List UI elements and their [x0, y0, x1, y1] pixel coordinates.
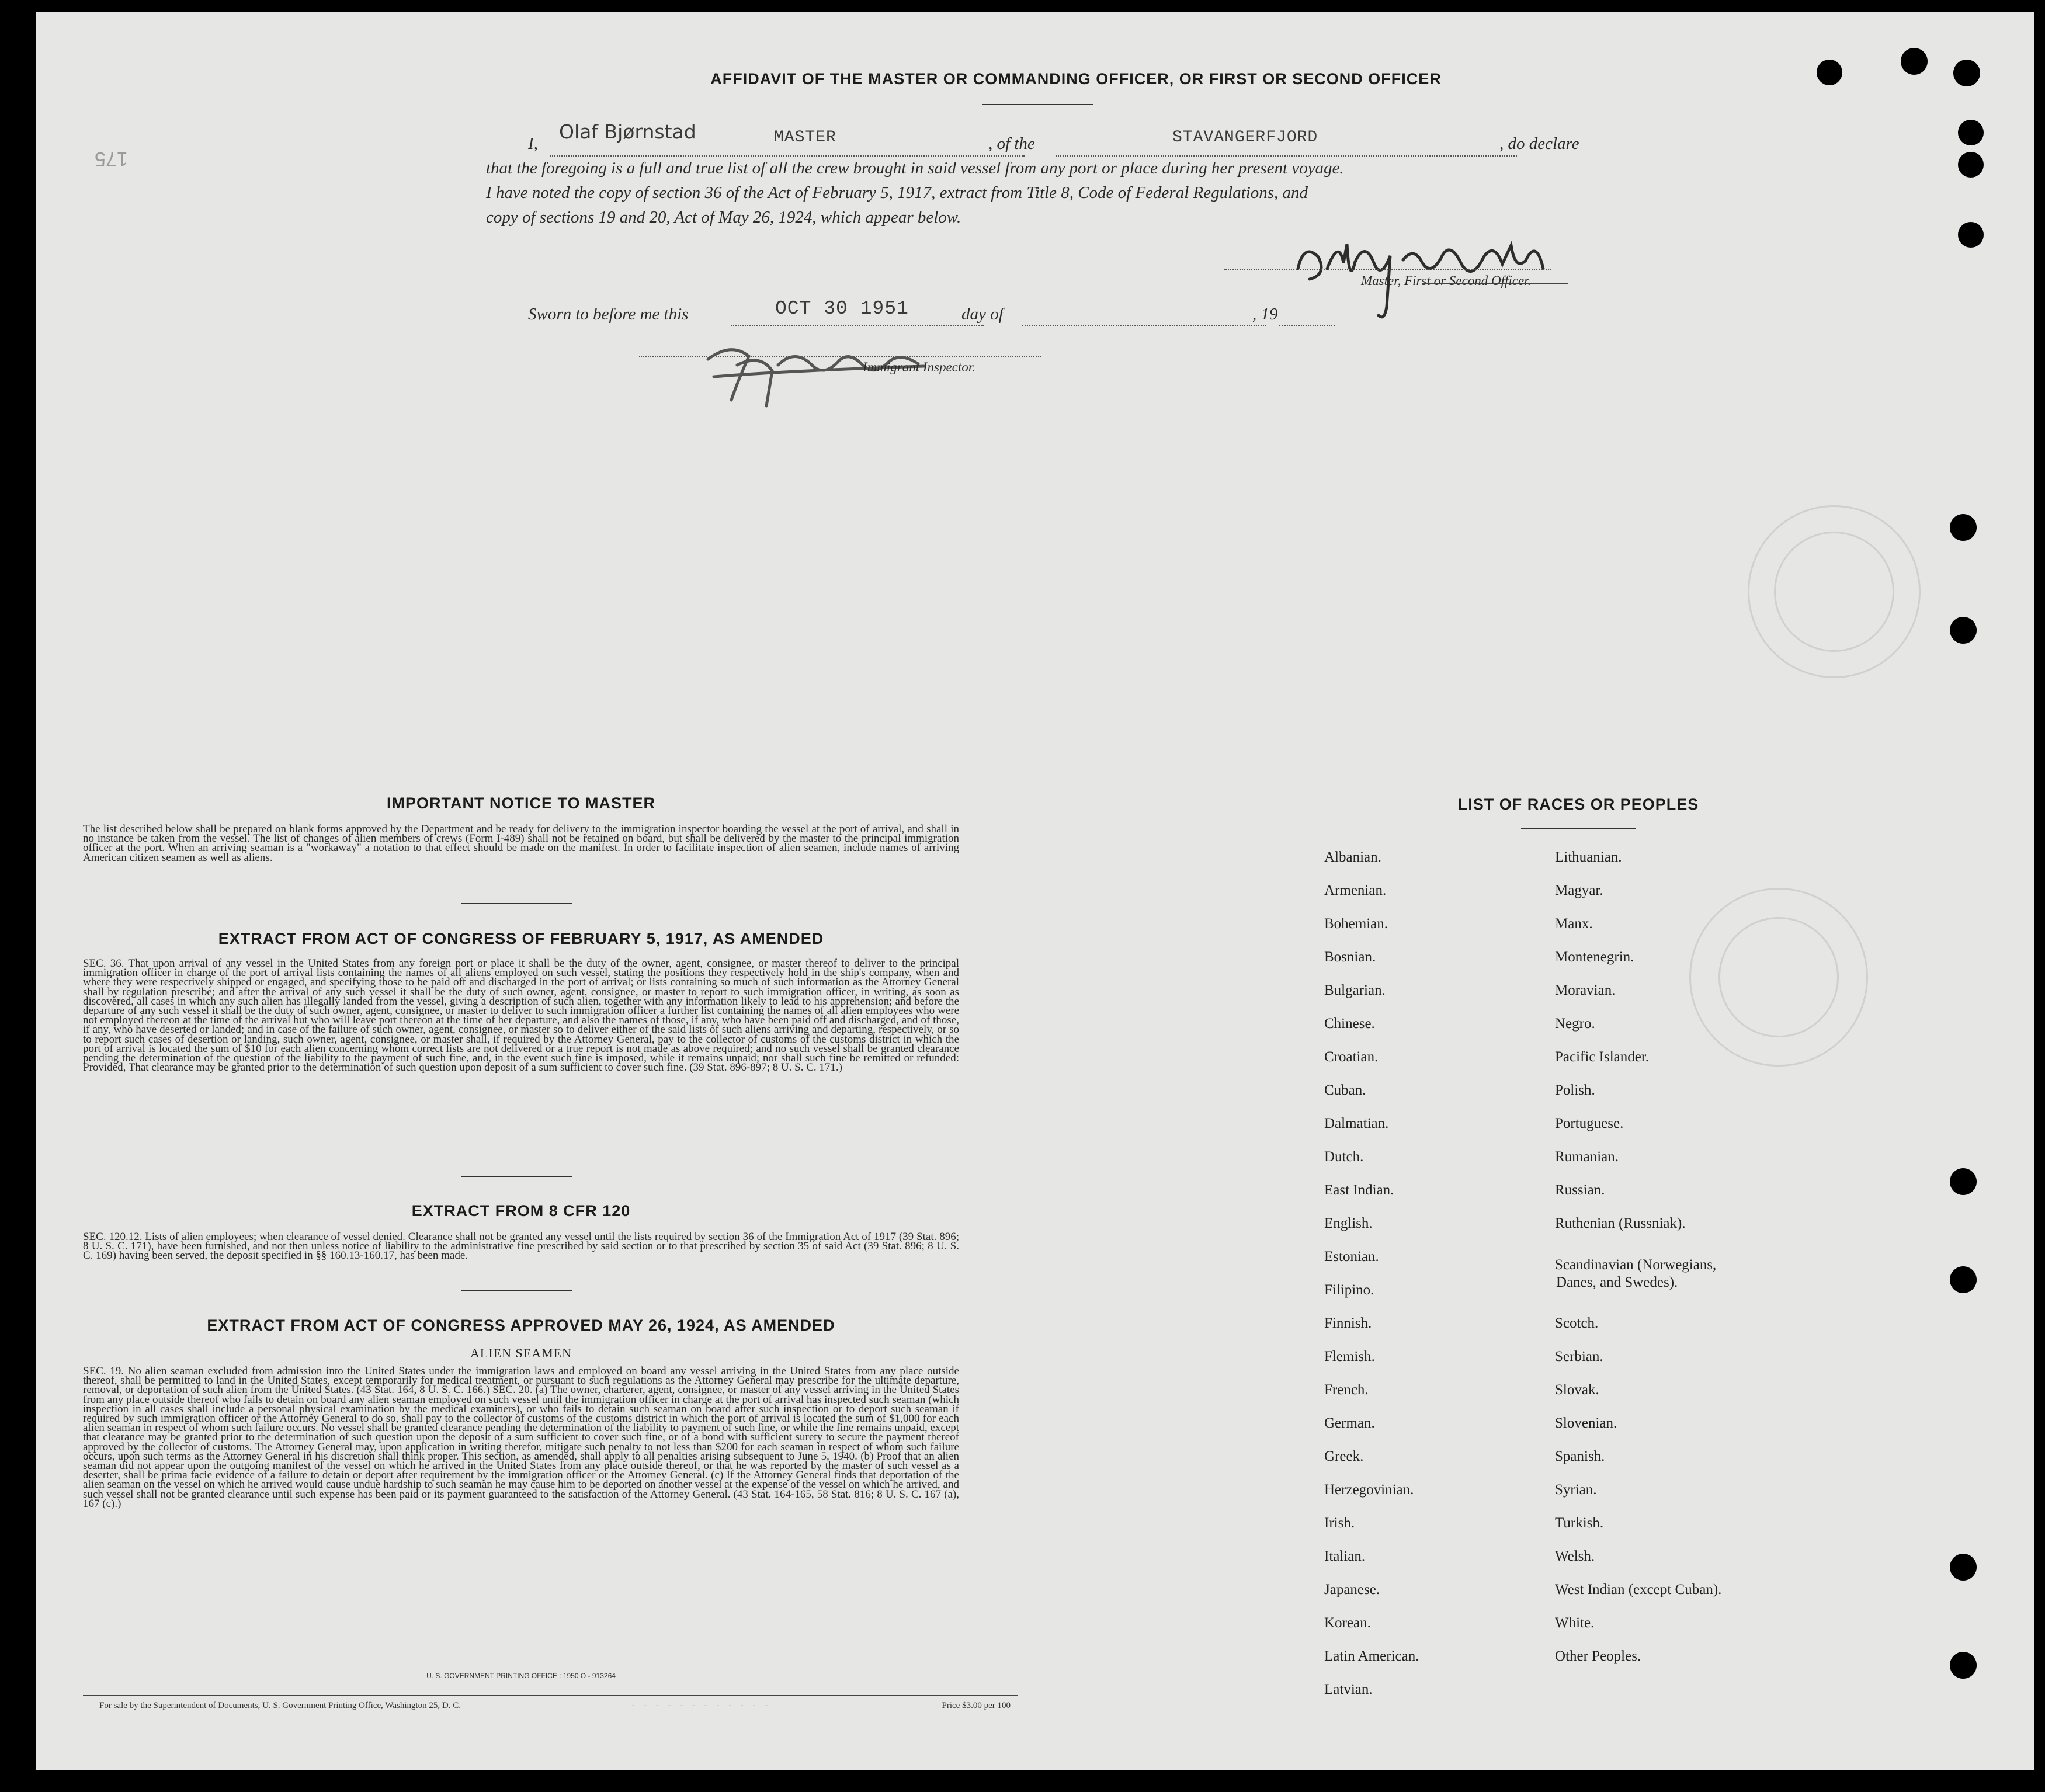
race-item: Danes, and Swedes).	[1556, 1274, 1678, 1290]
extract-1924-subtitle: ALIEN SEAMEN	[470, 1346, 572, 1360]
race-item: West Indian (except Cuban).	[1555, 1582, 1722, 1597]
race-item: Cuban.	[1324, 1082, 1366, 1098]
affidavit-prefix: I,	[528, 134, 538, 153]
race-item: Dalmatian.	[1324, 1116, 1389, 1131]
race-item: Greek.	[1324, 1449, 1364, 1464]
race-item: Latvian.	[1324, 1682, 1373, 1697]
master-name-line	[550, 155, 1025, 157]
sworn-date-line	[731, 325, 984, 326]
punch-hole	[1950, 1554, 1977, 1581]
punch-hole	[1950, 514, 1977, 541]
race-item: Pacific Islander.	[1555, 1049, 1650, 1065]
punch-hole	[1950, 1266, 1977, 1293]
race-item: Serbian.	[1555, 1349, 1603, 1364]
master-rank: MASTER	[774, 129, 836, 147]
race-item: Polish.	[1555, 1082, 1595, 1098]
document-page	[36, 12, 2034, 1770]
race-item: Chinese.	[1324, 1016, 1375, 1032]
punch-hole	[1950, 1652, 1977, 1679]
footer-sale-note	[99, 1701, 1011, 1711]
footer-dashes: - - - - - - - - - - - -	[631, 1701, 772, 1710]
race-item: Montenegrin.	[1555, 949, 1634, 965]
do-declare-label: , do declare	[1499, 134, 1579, 153]
footer-price: Price $3.00 per 100	[942, 1701, 1011, 1710]
margin-number: 175	[95, 148, 128, 170]
race-item: Flemish.	[1324, 1349, 1375, 1364]
race-item: Lithuanian.	[1555, 849, 1622, 865]
race-item: Rumanian.	[1555, 1149, 1619, 1165]
punch-hole	[1958, 222, 1984, 248]
race-item: Estonian.	[1324, 1249, 1379, 1265]
affidavit-line-4: copy of sections 19 and 20, Act of May 26, 1924, which appear below.	[486, 208, 961, 227]
race-item: White.	[1555, 1615, 1595, 1631]
embossed-seal-top-inner	[1774, 532, 1894, 652]
race-item: Armenian.	[1324, 883, 1387, 898]
affidavit-title: AFFIDAVIT OF THE MASTER OR COMMANDING OFFICER, OR FIRST OR SECOND OFFICER	[710, 70, 1442, 88]
notice-rule	[461, 903, 572, 904]
vessel-name: STAVANGERFJORD	[1172, 129, 1318, 147]
race-item: Syrian.	[1555, 1482, 1597, 1498]
race-item: Bosnian.	[1324, 949, 1376, 965]
race-item: Croatian.	[1324, 1049, 1379, 1065]
race-item: Korean.	[1324, 1615, 1371, 1631]
of-the-label: , of the	[988, 134, 1035, 153]
races-rule	[1521, 828, 1636, 829]
year-prefix: , 19	[1252, 305, 1278, 324]
race-item: Magyar.	[1555, 883, 1603, 898]
race-item: Latin American.	[1324, 1648, 1419, 1664]
title-rule	[982, 104, 1093, 105]
vessel-line	[1056, 155, 1517, 157]
race-item: Welsh.	[1555, 1548, 1595, 1564]
printing-office-line: U. S. GOVERNMENT PRINTING OFFICE : 1950 O - 913264	[426, 1672, 616, 1680]
punch-hole	[1958, 120, 1984, 145]
punch-hole	[1950, 1168, 1977, 1195]
punch-hole	[1817, 60, 1842, 85]
extract-cfr-title: EXTRACT FROM 8 CFR 120	[411, 1202, 631, 1220]
affidavit-line-2: that the foregoing is a full and true list of all the crew brought in said vessel from any port or place during her present voyage.	[486, 159, 1344, 178]
strikethrough-officer	[1422, 283, 1568, 284]
race-item: Dutch.	[1324, 1149, 1364, 1165]
extract-cfr-body: SEC. 120.12. Lists of alien employees; when clearance of vessel denied. Clearance shall not be granted any vessel until the lists required by section 36 of the Immigration Act of 1917 (39 Stat. 896; 8 U. S. C. 171), have been furnished, and not then unless notice of liability to the administrative fine prescribed by said section or to that prescribed by section 35 of said Act (39 Stat. 896; 8 U. S. C. 169) having been served, the deposit specified in §§ 160.13-160.17, has been made.	[83, 1231, 959, 1262]
race-item: Bulgarian.	[1324, 982, 1386, 998]
punch-hole	[1901, 48, 1928, 75]
race-item: Herzegovinian.	[1324, 1482, 1414, 1498]
race-item: Turkish.	[1555, 1515, 1604, 1531]
race-item: Finnish.	[1324, 1315, 1372, 1331]
footer-left: For sale by the Superintendent of Documents, U. S. Government Printing Office, Washington 25, D. C.	[99, 1701, 461, 1710]
month-line	[1022, 325, 1266, 326]
races-title: LIST OF RACES OR PEOPLES	[1457, 796, 1699, 813]
race-item: German.	[1324, 1415, 1375, 1431]
inspector-line	[639, 356, 1041, 357]
master-signature-line	[1224, 269, 1551, 270]
extract-cfr-rule	[461, 1290, 572, 1291]
race-item: Slovenian.	[1555, 1415, 1617, 1431]
race-item: Albanian.	[1324, 849, 1381, 865]
extract-1917-rule	[461, 1176, 572, 1177]
year-line	[1279, 325, 1335, 326]
race-item: Italian.	[1324, 1548, 1366, 1564]
notice-body: The list described below shall be prepared on blank forms approved by the Department and be ready for delivery to the immigration inspector boarding the vessel at the port of arrival, and shall in no instance be taken from the vessel. The list of changes of alien members of crews (Form I-489) shall not be retained on board, but shall be delivered by the master to the principal immigration officer at the port. When an arriving seaman is a "workaway" a notation to that effect should be made on the manifest. In order to facilitate inspection of alien seamen, include names of arriving American citizen seamen as well as aliens.	[83, 823, 959, 864]
race-item: Slovak.	[1555, 1382, 1599, 1398]
sworn-label: Sworn to before me this	[528, 305, 689, 324]
punch-hole	[1953, 60, 1980, 86]
race-item: East Indian.	[1324, 1182, 1394, 1198]
punch-hole	[1950, 617, 1977, 644]
race-item: Japanese.	[1324, 1582, 1380, 1597]
day-of-label: day of	[961, 305, 1004, 324]
race-item: Filipino.	[1324, 1282, 1374, 1298]
race-item: Scotch.	[1555, 1315, 1599, 1331]
race-item: Moravian.	[1555, 982, 1616, 998]
extract-1917-title: EXTRACT FROM ACT OF CONGRESS OF FEBRUARY 5, 1917, AS AMENDED	[218, 930, 824, 947]
notice-title: IMPORTANT NOTICE TO MASTER	[387, 794, 655, 812]
races-left-column	[1324, 849, 1552, 1715]
race-item: Scandinavian (Norwegians,	[1555, 1257, 1717, 1273]
race-item: Manx.	[1555, 916, 1593, 932]
race-item: Russian.	[1555, 1182, 1605, 1198]
signature-caption	[1361, 273, 1531, 289]
race-item: Portuguese.	[1555, 1116, 1624, 1131]
race-item: Negro.	[1555, 1016, 1595, 1032]
race-item: Ruthenian (Russniak).	[1555, 1215, 1686, 1231]
races-right-column	[1555, 849, 1835, 1682]
affidavit-line-3: I have noted the copy of section 36 of the Act of February 5, 1917, extract from Title 8, Code of Federal Regulations, and	[486, 183, 1308, 202]
race-item: English.	[1324, 1215, 1373, 1231]
race-item: Other Peoples.	[1555, 1648, 1641, 1664]
race-item: Bohemian.	[1324, 916, 1388, 932]
signature-caption-text: Master, First or Second Officer.	[1361, 273, 1532, 288]
master-name: Olaf Bjørnstad	[559, 120, 696, 143]
extract-1924-body: SEC. 19. No alien seaman excluded from admission into the United States under the immigration laws and employed on board any vessel arriving in the United States from any place outside thereof, shall be permitted to land in the United States, except temporarily for medical treatment, or pursuant to such regulations as the Attorney General may prescribe for the ultimate departure, removal, or deportation of such alien from the United States. (43 Stat. 164, 8 U. S. C. 166.) SEC. 20. (a) The owner, charterer, agent, consignee, or master of any vessel arriving in the United States from any place outside thereof who fails to detain on board any alien seaman employed on such vessel until the immigration officer in charge at the port of arrival has inspected such seaman (which inspection in all cases shall include a personal physical examination by the medical examiners), or who fails to detain such seaman on board after such inspection or to deport such seaman if required by such immigration officer or the Attorney General to do so, shall pay to the collector of customs of the customs district in which the port of arrival is located the sum of $1,000 for each alien seaman in respect of whom such failure occurs. No vessel shall be granted clearance pending the determination of the liability to payment of such fine, or while the fine remains unpaid, except that clearance may be granted prior to the determination of such question upon the deposit of a sum sufficient to cover such fine, or of a bond with sufficient surety to secure the payment thereof approved by the collector of customs. The Attorney General may, upon application in writing therefor, mitigate such penalty to not less than $200 for each seaman in respect of whom such failure occurs, upon such terms as the Attorney General in his discretion shall think proper. This section, as amended, shall apply to all penalties arising subsequent to June 5, 1940. (b) Proof that an alien seaman did not appear upon the outgoing manifest of the vessel on which he arrived in the United States from any place outside thereof, or that he was reported by the master of such vessel as a deserter, shall be prima facie evidence of a failure to detain or deport after requirement by the immigration officer or the Attorney General. (c) If the Attorney General finds that deportation of the alien seaman on the vessel on which he arrived would cause undue hardship to such seaman he may cause him to be deported on another vessel at the expense of the vessel on which he arrived, and such vessel shall not be granted clearance until such expense has been paid or its payment guaranteed to the satisfaction of the Attorney General. (43 Stat. 164-165, 58 Stat. 816; 8 U. S. C. 167 (a), 167 (c).)	[83, 1365, 959, 1510]
race-item: Irish.	[1324, 1515, 1355, 1531]
footer-rule	[83, 1695, 1018, 1696]
inspector-caption: Immigrant Inspector.	[863, 360, 975, 374]
punch-hole	[1958, 152, 1984, 178]
extract-1917-body: SEC. 36. That upon arrival of any vessel in the United States from any foreign port or place it shall be the duty of the owner, agent, consignee, or master thereof to deliver to the principal immigration officer in charge of the port of arrival lists containing the names of all aliens employed on such vessel, stating the positions they respectively hold in the ship's company, when and where they were respectively shipped or engaged, and specifying those to be paid off and discharged in the port of arrival; or lists containing so much of such information as the Attorney General shall by regulation prescribe; and after the arrival of any such vessel it shall be the duty of such owner, agent, consignee, or master to report to such immigration officer, in writing, as soon as discovered, all cases in which any such alien has illegally landed from the vessel, giving a description of such alien, together with any information likely to lead to his apprehension; and before the departure of any such vessel it shall be the duty of such owner, agent, consignee, or master to deliver to such immigration officer a further list containing the names of all alien employees who were not employed thereon at the time of the arrival but who will leave port thereon at the time of her departure, and also the names of those, if any, who have been paid off and discharged, and of those, if any, who have deserted or landed; and in case of the failure of such owner, agent, consignee, or master so to deliver either of the said lists of such aliens arriving and departing, respectively, or so to report such cases of desertion or landing, such owner, agent, consignee, or master shall, if required by the Attorney General, pay to the collector of customs of the customs district in which the port of arrival is located the sum of $10 for each alien concerning whom correct lists are not delivered or a true report is not made as above required; and no such vessel shall be granted clearance pending the determination of the question of the liability to the payment of such fine, and, in the event such fine is imposed, while it remains unpaid; nor shall such fine be remitted or refunded: Provided, That clearance may be granted prior to the determination of such question upon deposit of a sum sufficient to cover such fine. (39 Stat. 896-897; 8 U. S. C. 171.)	[83, 957, 959, 1074]
race-item: French.	[1324, 1382, 1369, 1398]
date-stamp: OCT 30 1951	[775, 298, 909, 319]
extract-1924-title: EXTRACT FROM ACT OF CONGRESS APPROVED MAY 26, 1924, AS AMENDED	[207, 1317, 835, 1334]
race-item: Spanish.	[1555, 1449, 1605, 1464]
